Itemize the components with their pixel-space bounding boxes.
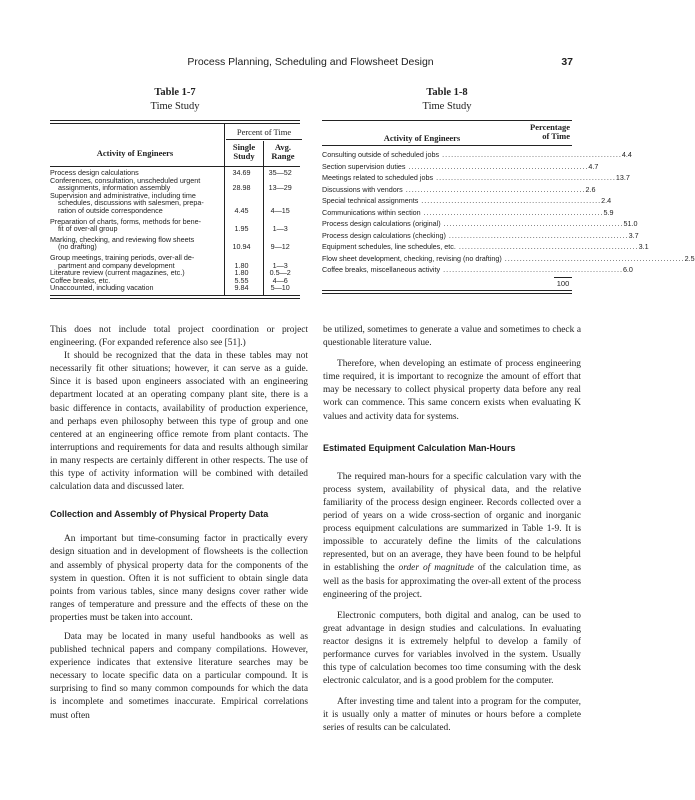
table7-activity: Coffee breaks, etc. [50, 275, 111, 285]
table7-activity: Process design calculations [50, 168, 139, 177]
table7-range: 0.5—2 [269, 268, 291, 278]
leader-dots: ............................................................ [501, 253, 685, 263]
table8-bottom-rule-2 [322, 293, 572, 294]
table7-body-divider [224, 167, 225, 295]
table8-header [322, 121, 572, 146]
table8-total-value: 100 [554, 277, 572, 288]
table7-single: 1.80 [234, 260, 249, 270]
right-column [323, 324, 581, 736]
leader-dots: ............................................................ [440, 219, 624, 229]
table8-value: 6.0 [622, 265, 633, 275]
table7-range: 1—3 [272, 224, 288, 234]
table7-single: 4.45 [234, 205, 249, 215]
table-row [322, 207, 614, 219]
table-row [322, 161, 599, 173]
table7-activity-cont: assignments, information assembly [58, 183, 171, 193]
table-row [322, 253, 695, 265]
leader-dots: ............................................................ [418, 196, 602, 206]
table7-activity-cont: (no drafting) [58, 242, 97, 252]
table7-range: 4—15 [270, 205, 290, 215]
table7-number: Table 1-7 [154, 87, 196, 98]
table8-total [322, 277, 572, 288]
table7-single: 34.69 [232, 168, 251, 177]
emphasis-text: order of magnitude [398, 563, 474, 574]
paragraph-text: The required man-hours for a specific calculation vary with the process system, availability of physical data, and the relative familiarity of the process design engineer. Records collected over a period of years on a wide cross-section of organic and inorganic process equipment calculations are summarized in Table 1-9. It is impossible to accurately define the limits of the calculations represented, but on an average, they have been found to be helpful in establishing the [323, 471, 581, 574]
leader-dots: ............................................................ [433, 173, 616, 183]
table-row [322, 184, 596, 196]
leader-dots: ............................................................ [455, 242, 639, 252]
table8 [322, 120, 695, 294]
paragraph: Therefore, when developing an estimate of process engineering time required, it is important to recognize the amount of effort that may be necessary to collect physical property data before any real work can commence. This same concern exists when evaluating K values and activity data for systems. [323, 359, 581, 422]
table7-top-rule [50, 120, 300, 121]
table8-value: 2.5 [684, 253, 695, 263]
table7-body [50, 167, 300, 295]
table7-caption [50, 86, 300, 114]
leader-dots: ............................................................ [402, 184, 586, 194]
table-row [322, 241, 649, 253]
table8-activity: Coffee breaks, miscellaneous activity [322, 265, 441, 275]
table8-title: Time Study [422, 101, 472, 112]
page-number: 37 [561, 56, 573, 68]
table8-col-activity: Activity of Engineers [383, 133, 461, 143]
table7-bottom-rule [50, 295, 300, 296]
paragraph: An important but time-consuming factor in practically every design situation and in development of flowsheets is the collection and assembly of physical property data for the components of the system in question. Often it is not sufficient to obtain single data points from various tables, since many designs cover rather wide ranges of temperature and pressure and the effects of these on the properties must be taken into account. [50, 534, 308, 623]
table8-value: 3.1 [638, 242, 649, 252]
table7-col-range: Avg. Range [271, 142, 295, 161]
table8-value: 4.4 [621, 150, 632, 160]
table8-col-percent [530, 123, 570, 141]
table7-range: 35—52 [268, 168, 292, 177]
table8-activity: Flow sheet development, checking, revising (no drafting) [322, 253, 502, 263]
table8-number: Table 1-8 [426, 87, 468, 98]
section-heading: Estimated Equipment Calculation Man-Hours [323, 442, 516, 453]
leader-dots: ............................................................ [439, 150, 622, 160]
paragraph: be utilized, sometimes to generate a value and sometimes to check a questionable literature value. [323, 325, 581, 349]
table7-range: 5—10 [270, 283, 290, 293]
leader-dots: ............................................................ [420, 207, 604, 217]
table7-single: 5.55 [234, 275, 249, 285]
table7-divider [224, 124, 225, 166]
paragraph-text: of the calculation time, as well as the basis for approximating the over-all extent of the process engineering of the project. [323, 563, 581, 600]
table7-activity: Literature review (current magazines, etc.) [50, 268, 185, 278]
table8-body [322, 146, 695, 276]
table8-bottom-rule [322, 290, 572, 291]
table-row [322, 264, 633, 276]
table8-col-percent-line1: Percentage [530, 122, 570, 132]
paragraph: It should be recognized that the data in these tables may not necessarily fit other situations; however, it can serve as a guide. Since it is based upon engineers associated with an engineering department located at an operating company plant site, there is a basic difference in contacts, availability of production experience, and perhaps even philosophy between this type of group and one centered at an engineering office remote from plant contacts. The interruptions and requirements for data and results although similar in many respects are certainly different in other respects. The use of this type of activity information will be combined with detailed calculation data and discussed later. [50, 351, 308, 493]
table8-activity: Discussions with vendors [322, 184, 403, 194]
table8-caption [322, 86, 572, 114]
table8-value: 51.0 [623, 219, 638, 229]
left-column [50, 324, 308, 723]
table7-activity-cont: schedules, discussions with salesmen, prepa- [58, 198, 204, 208]
leader-dots: ............................................................ [405, 161, 589, 171]
leader-dots: ............................................................ [440, 265, 623, 275]
table8-col-percent-line2: of Time [542, 131, 570, 141]
table8-value: 2.6 [585, 184, 596, 194]
table7-body-subdivider [263, 167, 264, 295]
table7-range: 13—29 [268, 183, 292, 193]
table7-activity: Supervision and administrative, including time [50, 190, 196, 200]
table7-activity: Conferences, consultation, unscheduled urgent [50, 175, 201, 185]
table8-activity: Equipment schedules, line schedules, etc. [322, 242, 456, 252]
table7-activity: Group meetings, training periods, over-all de- [50, 252, 195, 262]
table8-value: 5.9 [603, 207, 614, 217]
table8-activity: Communications within section [322, 207, 421, 217]
paragraph: Electronic computers, both digital and analog, can be used to great advantage in design studies and calculations. In evaluating reactor designs it is extremely helpful to develop a family of performance curves for variables involved in the system. Usually this type of calculation becomes too time consuming with the desk electronic calculator, and is a good problem for the computer. [323, 610, 581, 687]
table7-bottom-rule-2 [50, 298, 300, 299]
table8-activity: Consulting outside of scheduled jobs [322, 150, 440, 160]
table7-single: 9.84 [234, 283, 249, 293]
table-row [322, 172, 630, 184]
table7-activity: Marking, checking, and reviewing flow sheets [50, 234, 195, 244]
table7-activity: Preparation of charts, forms, methods for bene- [50, 216, 202, 226]
table7-col-percent: Percent of Time [226, 127, 302, 140]
table7-title: Time Study [150, 101, 200, 112]
table7-range: 9—12 [270, 242, 290, 252]
paragraph: After investing time and talent into a program for the computer, it is usually only a matter of minutes or hours before a complete series of results can be calculated. [323, 697, 581, 734]
table8-activity: Meetings related to scheduled jobs [322, 173, 434, 183]
table8-activity: Special technical assignments [322, 196, 419, 206]
table-row [322, 195, 612, 207]
table7-col-single: Single Study [232, 142, 256, 161]
table7-range: 1—3 [272, 260, 288, 270]
table-row [322, 218, 638, 230]
running-head: Process Planning, Scheduling and Flowsheet Design [187, 56, 434, 68]
section-heading: Collection and Assembly of Physical Property Data [50, 509, 269, 520]
table7-single: 10.94 [232, 242, 251, 252]
table8-activity: Process design calculations (checking) [322, 230, 446, 240]
table7-activity-cont: fit of over-all group [58, 224, 118, 234]
table7-single: 1.80 [234, 268, 249, 278]
table7-activity: Unaccounted, including vacation [50, 283, 154, 293]
paragraph: This does not include total project coordination or project engineering. (For expanded reference also see [51].) [50, 325, 308, 349]
paragraph: Data may be located in many useful handbooks as well as published technical papers and company compilations. However, experience indicates that extensive literature searches may be necessary to locate specific data on a particular compound. It is surprising to find so many common compounds for which the data is incomplete and sometimes inaccurate. Empirical correlations must often [50, 631, 308, 721]
table-row [322, 230, 639, 242]
table7-activity-cont: partment and company development [58, 260, 175, 270]
table7-single: 28.98 [232, 183, 251, 193]
table8-value: 13.7 [615, 173, 630, 183]
table7-range: 4—6 [272, 275, 288, 285]
table7-single: 1.95 [234, 224, 249, 234]
table-row [322, 149, 632, 161]
table7-header [50, 124, 300, 166]
table8-value: 3.7 [628, 230, 639, 240]
table7-activity-cont2: ration of outside correspondence [58, 205, 163, 215]
table8-value: 4.7 [588, 161, 599, 171]
table7 [50, 120, 300, 299]
table8-activity: Section supervision duties [322, 161, 406, 171]
leader-dots: ............................................................ [445, 230, 629, 240]
table8-activity: Process design calculations (original) [322, 219, 441, 229]
table8-value: 2.4 [601, 196, 612, 206]
paragraph [323, 471, 581, 602]
table7-col-activity: Activity of Engineers [96, 148, 174, 158]
